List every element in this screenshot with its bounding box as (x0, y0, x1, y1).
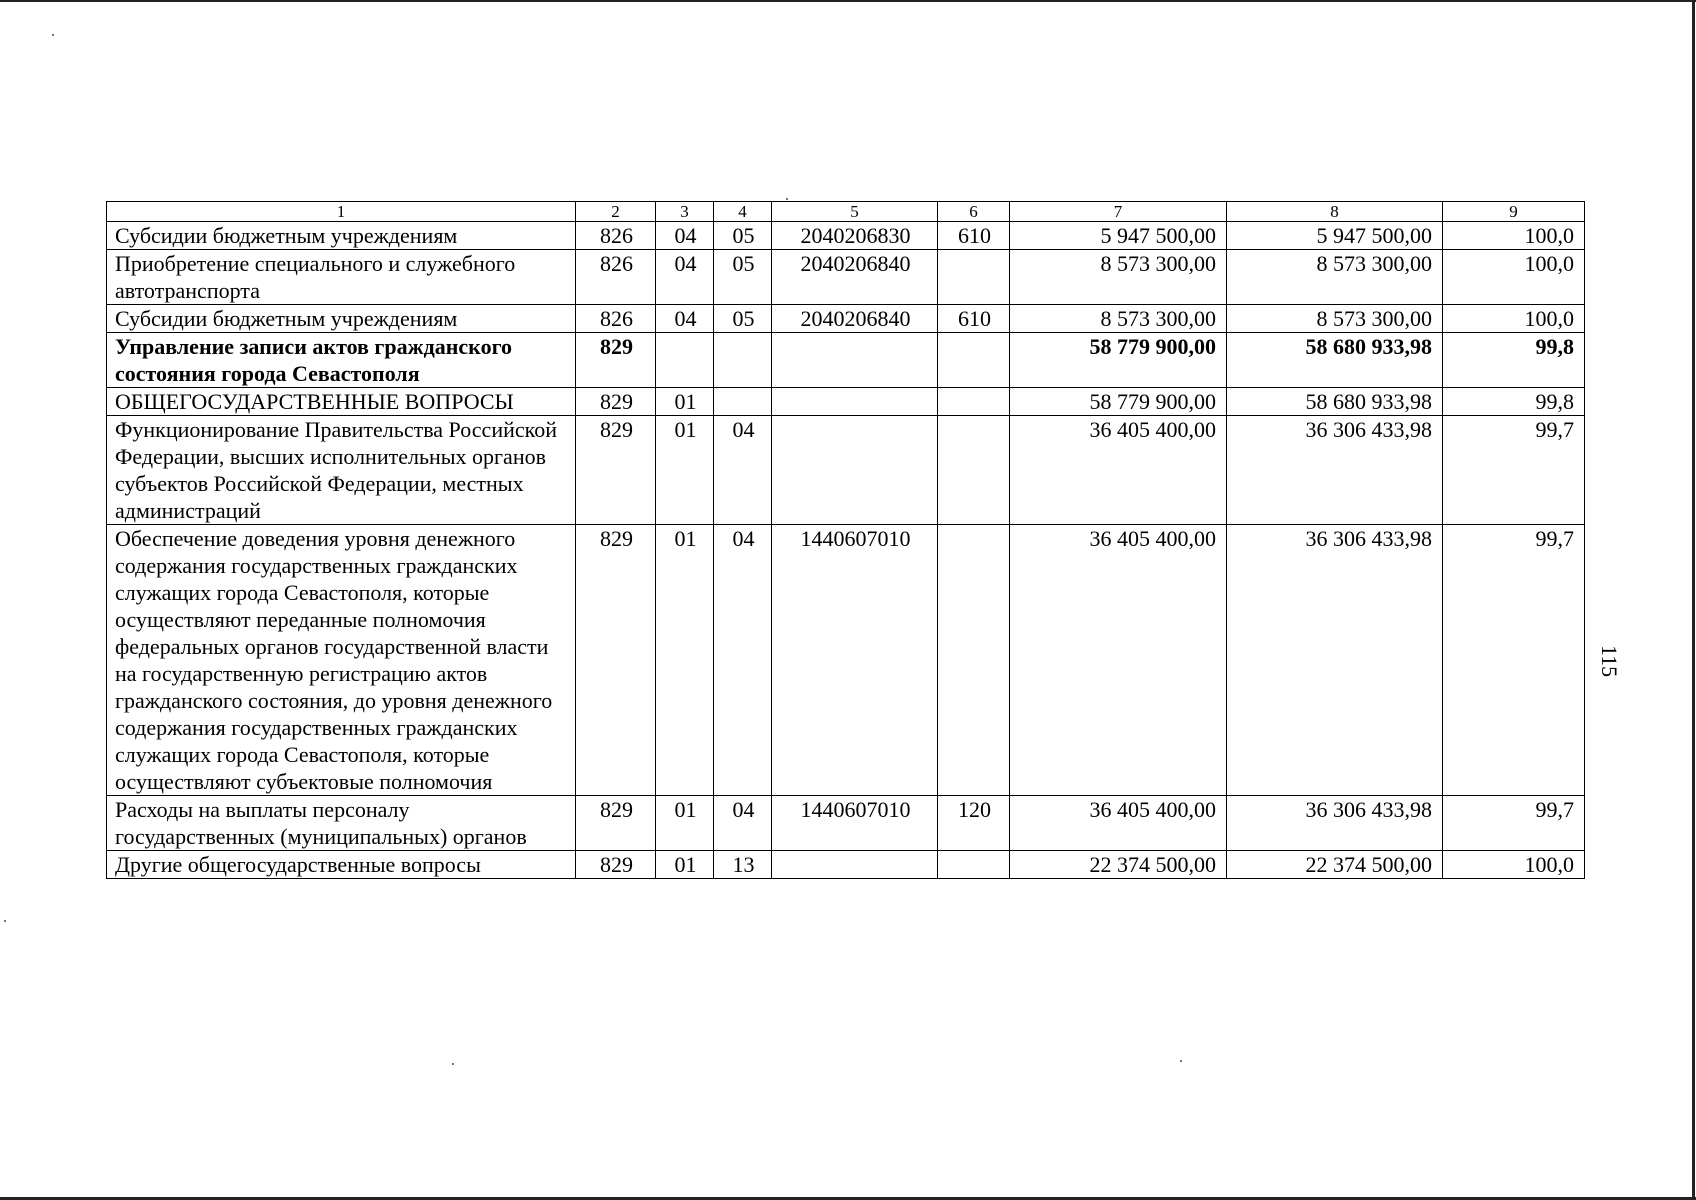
row-section-cell: 01 (656, 416, 714, 525)
row-section-cell (656, 333, 714, 388)
header-cell: 2 (576, 202, 656, 222)
row-code-cell: 829 (576, 416, 656, 525)
row-percent-cell: 99,7 (1443, 416, 1585, 525)
table-row (107, 851, 1585, 879)
row-code-cell: 829 (576, 388, 656, 416)
row-planned-amount-cell: 36 405 400,00 (1010, 796, 1227, 851)
scan-speck (4, 920, 6, 922)
row-planned-amount-cell: 8 573 300,00 (1010, 305, 1227, 333)
table-row (107, 250, 1585, 305)
page-number: 115 (1597, 645, 1622, 678)
table-row (107, 222, 1585, 250)
row-subsection-cell: 05 (714, 305, 772, 333)
header-cell: 7 (1010, 202, 1227, 222)
row-percent-cell: 100,0 (1443, 851, 1585, 879)
row-subsection-cell: 04 (714, 796, 772, 851)
scan-edge-top (0, 0, 1696, 2)
row-executed-amount-cell: 36 306 433,98 (1227, 525, 1443, 796)
row-name-cell: Функционирование Правительства Российской Федерации, высших исполнительных органов субъектов Российской Федерации, местных администраций (107, 416, 576, 525)
row-expense-type-cell (938, 388, 1010, 416)
row-code-cell: 829 (576, 796, 656, 851)
header-cell: 4 (714, 202, 772, 222)
row-executed-amount-cell: 36 306 433,98 (1227, 416, 1443, 525)
row-code-cell: 829 (576, 333, 656, 388)
row-target-article-cell (772, 416, 938, 525)
row-subsection-cell: 13 (714, 851, 772, 879)
row-name-cell: Субсидии бюджетным учреждениям (107, 305, 576, 333)
row-target-article-cell: 2040206840 (772, 305, 938, 333)
row-percent-cell: 100,0 (1443, 222, 1585, 250)
scan-speck (786, 198, 788, 200)
row-name-cell: ОБЩЕГОСУДАРСТВЕННЫЕ ВОПРОСЫ (107, 388, 576, 416)
scan-speck (452, 1063, 454, 1065)
row-target-article-cell (772, 851, 938, 879)
column-number-row (107, 202, 1585, 222)
row-target-article-cell: 2040206840 (772, 250, 938, 305)
row-percent-cell: 99,8 (1443, 388, 1585, 416)
row-name-cell: Расходы на выплаты персоналу государственных (муниципальных) органов (107, 796, 576, 851)
row-name-cell: Приобретение специального и служебного автотранспорта (107, 250, 576, 305)
row-subsection-cell (714, 388, 772, 416)
table-row (107, 305, 1585, 333)
row-subsection-cell (714, 333, 772, 388)
row-subsection-cell: 04 (714, 416, 772, 525)
header-cell: 8 (1227, 202, 1443, 222)
table-row (107, 333, 1585, 388)
header-cell: 6 (938, 202, 1010, 222)
row-expense-type-cell: 120 (938, 796, 1010, 851)
row-section-cell: 04 (656, 305, 714, 333)
row-expense-type-cell (938, 525, 1010, 796)
row-subsection-cell: 05 (714, 222, 772, 250)
row-target-article-cell: 1440607010 (772, 525, 938, 796)
row-target-article-cell (772, 333, 938, 388)
row-planned-amount-cell: 22 374 500,00 (1010, 851, 1227, 879)
header-cell: 1 (107, 202, 576, 222)
row-section-cell: 04 (656, 250, 714, 305)
row-percent-cell: 99,7 (1443, 796, 1585, 851)
header-cell: 3 (656, 202, 714, 222)
row-executed-amount-cell: 36 306 433,98 (1227, 796, 1443, 851)
row-planned-amount-cell: 58 779 900,00 (1010, 388, 1227, 416)
scan-speck (1180, 1060, 1182, 1062)
table-row (107, 388, 1585, 416)
row-subsection-cell: 04 (714, 525, 772, 796)
row-planned-amount-cell: 58 779 900,00 (1010, 333, 1227, 388)
row-executed-amount-cell: 8 573 300,00 (1227, 305, 1443, 333)
row-name-cell: Обеспечение доведения уровня денежного содержания государственных гражданских служащих города Севастополя, которые осуществляют переданные полномочия федеральных органов государственной власти на государственную регистрацию актов гражданского состояния, до уровня денежного содержания государственных гражданских служащих города Севастополя, которые осуществляют субъектовые полномочия (107, 525, 576, 796)
row-subsection-cell: 05 (714, 250, 772, 305)
row-expense-type-cell (938, 851, 1010, 879)
scan-edge-right (1692, 0, 1695, 1200)
row-code-cell: 826 (576, 250, 656, 305)
row-target-article-cell: 2040206830 (772, 222, 938, 250)
row-expense-type-cell (938, 250, 1010, 305)
row-planned-amount-cell: 36 405 400,00 (1010, 525, 1227, 796)
header-cell: 5 (772, 202, 938, 222)
table-row (107, 416, 1585, 525)
row-section-cell: 01 (656, 388, 714, 416)
row-name-cell: Управление записи актов гражданского состояния города Севастополя (107, 333, 576, 388)
row-executed-amount-cell: 22 374 500,00 (1227, 851, 1443, 879)
row-executed-amount-cell: 8 573 300,00 (1227, 250, 1443, 305)
row-percent-cell: 99,8 (1443, 333, 1585, 388)
header-cell: 9 (1443, 202, 1585, 222)
table-row (107, 525, 1585, 796)
row-percent-cell: 100,0 (1443, 305, 1585, 333)
row-planned-amount-cell: 36 405 400,00 (1010, 416, 1227, 525)
row-code-cell: 829 (576, 851, 656, 879)
row-name-cell: Субсидии бюджетным учреждениям (107, 222, 576, 250)
row-expense-type-cell (938, 333, 1010, 388)
row-code-cell: 826 (576, 305, 656, 333)
row-code-cell: 826 (576, 222, 656, 250)
row-executed-amount-cell: 58 680 933,98 (1227, 388, 1443, 416)
row-section-cell: 01 (656, 525, 714, 796)
scan-speck (52, 34, 54, 36)
budget-execution-table (106, 201, 1585, 879)
row-expense-type-cell: 610 (938, 305, 1010, 333)
row-code-cell: 829 (576, 525, 656, 796)
row-executed-amount-cell: 58 680 933,98 (1227, 333, 1443, 388)
table-row (107, 796, 1585, 851)
row-expense-type-cell (938, 416, 1010, 525)
row-section-cell: 01 (656, 796, 714, 851)
row-target-article-cell: 1440607010 (772, 796, 938, 851)
row-executed-amount-cell: 5 947 500,00 (1227, 222, 1443, 250)
row-expense-type-cell: 610 (938, 222, 1010, 250)
row-planned-amount-cell: 5 947 500,00 (1010, 222, 1227, 250)
row-section-cell: 04 (656, 222, 714, 250)
row-planned-amount-cell: 8 573 300,00 (1010, 250, 1227, 305)
row-name-cell: Другие общегосударственные вопросы (107, 851, 576, 879)
row-percent-cell: 100,0 (1443, 250, 1585, 305)
row-section-cell: 01 (656, 851, 714, 879)
row-percent-cell: 99,7 (1443, 525, 1585, 796)
row-target-article-cell (772, 388, 938, 416)
